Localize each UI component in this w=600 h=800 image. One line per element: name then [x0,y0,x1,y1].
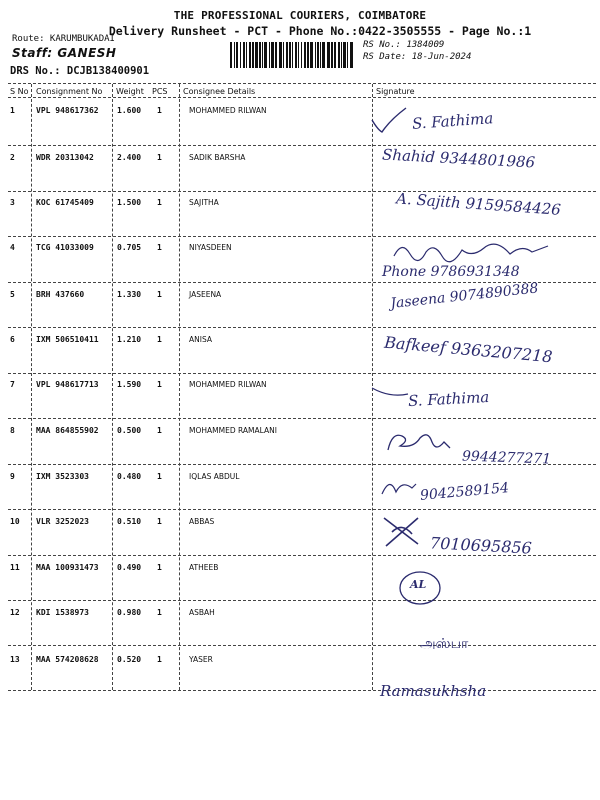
cell-consignment: VPL 948617362 [36,106,99,115]
barcode-bar [236,42,238,68]
barcode-bar [264,42,267,68]
cell-sno: 4 [10,243,15,252]
cell-pcs: 1 [157,608,162,617]
cell-pcs: 1 [157,517,162,526]
barcode-bar [262,42,263,68]
cell-pcs: 1 [157,290,162,299]
cell-consignee: JASEENA [189,290,222,299]
cell-weight: 0.520 [117,655,142,664]
cell-consignment: KDI 1538973 [36,608,89,617]
cell-sno: 10 [10,517,20,526]
row-rule [8,645,596,646]
cell-pcs: 1 [157,426,162,435]
cell-weight: 0.980 [117,608,142,617]
col-header-signature: Signature [376,87,415,96]
cell-sno: 9 [10,472,15,481]
cell-sno: 2 [10,153,15,162]
cell-weight: 2.400 [117,153,142,162]
signature-checkmark-icon [370,384,410,402]
cell-weight: 1.600 [117,106,142,115]
cell-consignment: WDR 20313042 [36,153,94,162]
cell-weight: 1.590 [117,380,142,389]
signature: 7010695856 [429,533,533,558]
barcode-bar [327,42,330,68]
col-header-pcs: PCS [152,87,168,96]
signature: AL [410,578,427,591]
rs-date: RS Date: 18-Jun-2024 [363,52,472,62]
cell-consignee: MOHAMMED RAMALANI [189,426,277,435]
cell-consignment: VLR 3252023 [36,517,89,526]
cell-sno: 6 [10,335,15,344]
cell-consignee: ABBAS [189,517,215,526]
cell-pcs: 1 [157,563,162,572]
drs-number: DRS No.: DCJB138400901 [10,65,150,77]
signature: 9944277271 [461,448,552,468]
barcode-bar [259,42,261,68]
barcode-bar [292,42,293,68]
cell-consignee: SAJITHA [189,198,219,207]
cell-consignee: MOHAMMED RILWAN [189,106,267,115]
cell-sno: 1 [10,106,15,115]
cell-consignee: SADIK BARSHA [189,153,246,162]
table-top-rule [8,83,596,84]
barcode-bar [307,42,309,68]
row-rule [8,600,596,601]
barcode-bar [322,42,325,68]
cell-pcs: 1 [157,655,162,664]
cell-consignment: KOC 61745409 [36,198,94,207]
barcode-bar [341,42,342,68]
signature: S. Fathima [411,109,494,133]
row-rule [8,418,596,419]
barcode-image [230,42,358,68]
cell-consignment: IXM 506510411 [36,335,99,344]
signature: Phone 9786931348 [382,264,520,280]
table-row [0,472,600,518]
cell-weight: 1.500 [117,198,142,207]
barcode-bar [234,42,235,68]
barcode-bar [249,42,251,68]
barcode-bar [279,42,282,68]
cell-weight: 0.500 [117,426,142,435]
row-rule [8,327,596,328]
barcode-bar [252,42,254,68]
barcode-bar [334,42,336,68]
table-row [0,655,600,701]
cell-consignment: MAA 574208628 [36,655,99,664]
signature-scribble-icon [378,512,428,550]
route-label: Route: KARUMBUKADAI [12,34,115,44]
company-title: THE PROFESSIONAL COURIERS, COIMBATORE [173,9,427,22]
barcode-bar [301,42,302,68]
signature-checkmark-icon [368,106,408,136]
cell-consignee: ASBAH [189,608,215,617]
row-rule [8,236,596,237]
cell-pcs: 1 [157,380,162,389]
cell-consignment: MAA 864855902 [36,426,99,435]
cell-weight: 0.705 [117,243,142,252]
signature: S. Fathima [407,387,490,411]
cell-consignment: TCG 41033009 [36,243,94,252]
col-header-consignment: Consignment No [36,87,103,96]
row-rule [8,191,596,192]
barcode-bar [295,42,297,68]
cell-sno: 12 [10,608,20,617]
cell-consignee: IQLAS ABDUL [189,472,240,481]
cell-weight: 1.210 [117,335,142,344]
signature: Shahid 9344801986 [381,145,536,172]
cell-pcs: 1 [157,198,162,207]
cell-weight: 0.490 [117,563,142,572]
cell-consignee: YASER [189,655,213,664]
cell-sno: 3 [10,198,15,207]
barcode-bar [350,42,353,68]
rs-number: RS No.: 1384009 [363,40,445,50]
barcode-bar [230,42,232,68]
table-row [0,380,600,426]
signature: 9042589154 [419,480,510,504]
barcode-bar [286,42,288,68]
barcode-bar [347,42,348,68]
barcode-bar [271,42,274,68]
cell-pcs: 1 [157,106,162,115]
cell-pcs: 1 [157,153,162,162]
barcode-bar [289,42,291,68]
cell-sno: 11 [10,563,20,572]
cell-consignee: MOHAMMED RILWAN [189,380,267,389]
row-rule [8,373,596,374]
cell-sno: 7 [10,380,15,389]
barcode-bar [298,42,299,68]
barcode-bar [255,42,258,68]
signature: Jaseena 9074890388 [389,280,540,312]
cell-pcs: 1 [157,472,162,481]
barcode-bar [246,42,247,68]
col-header-weight: Weight [116,87,144,96]
signature-scribble-icon [384,428,454,458]
table-row [0,563,600,609]
barcode-bar [320,42,321,68]
cell-consignment: VPL 948617713 [36,380,99,389]
signature: அஸ்பா [420,636,469,652]
barcode-bar [240,42,241,68]
col-header-sno: S No [10,87,29,96]
signature-scribble-icon [378,474,418,500]
cell-consignment: BRH 437660 [36,290,85,299]
runsheet-subtitle: Delivery Runsheet - PCT - Phone No.:0422-3505555 - Page No.:1 [108,24,532,38]
barcode-bar [343,42,346,68]
cell-sno: 13 [10,655,20,664]
signature: Bafkeef 9363207218 [383,332,554,367]
cell-consignee: NIYASDEEN [189,243,232,252]
signature: Ramasukhsha [380,682,487,700]
barcode-bar [315,42,316,68]
signature: A. Sajith 9159584426 [395,189,562,219]
row-rule [8,145,596,146]
cell-pcs: 1 [157,243,162,252]
barcode-bar [331,42,333,68]
table-row [0,608,600,654]
cell-consignee: ANISA [189,335,212,344]
barcode-bar [304,42,306,68]
barcode-bar [338,42,340,68]
cell-pcs: 1 [157,335,162,344]
cell-sno: 5 [10,290,15,299]
barcode-bar [310,42,313,68]
cell-weight: 0.510 [117,517,142,526]
signature-scribble-icon [392,238,552,264]
col-header-consignee: Consignee Details [183,87,256,96]
cell-weight: 1.330 [117,290,142,299]
barcode-bar [243,42,245,68]
staff-label: Staff: GANESH [12,46,117,60]
cell-sno: 8 [10,426,15,435]
barcode-bar [317,42,319,68]
table-header-rule [8,97,596,98]
barcode-bar [275,42,277,68]
cell-weight: 0.480 [117,472,142,481]
barcode-bar [283,42,284,68]
barcode-bar [269,42,270,68]
cell-consignment: MAA 100931473 [36,563,99,572]
row-rule [8,690,596,691]
cell-consignee: ATHEEB [189,563,219,572]
cell-consignment: IXM 3523303 [36,472,89,481]
row-rule [8,509,596,510]
